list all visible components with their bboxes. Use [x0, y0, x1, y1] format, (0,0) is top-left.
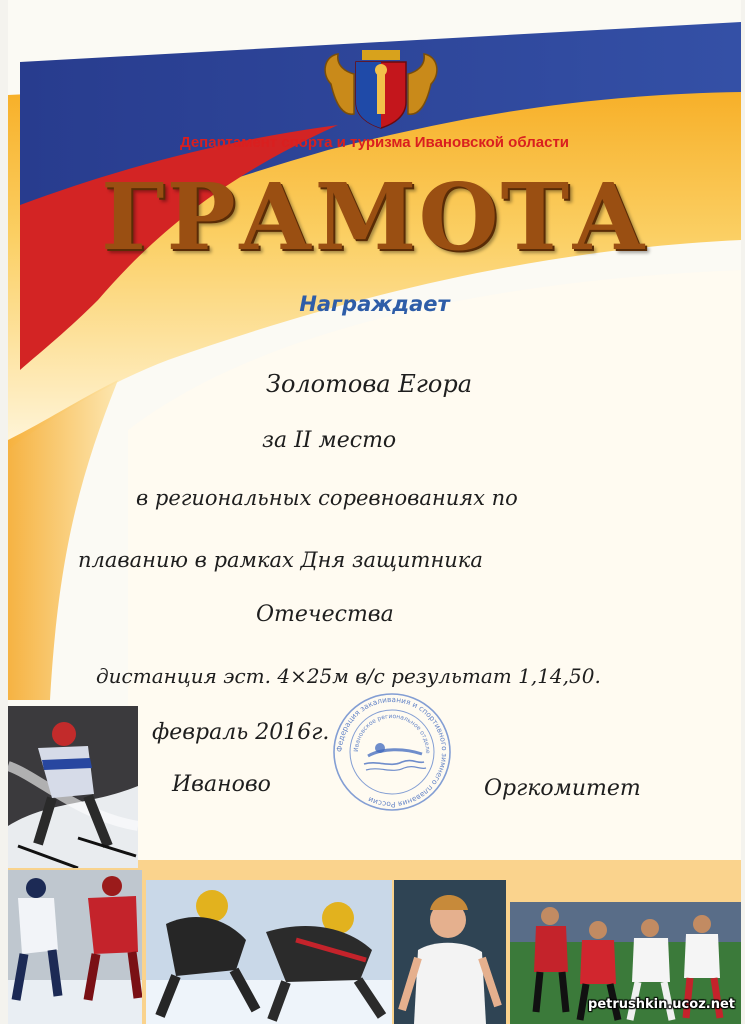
tennis-player-photo: [394, 880, 506, 1024]
result-line: дистанция эст. 4×25м в/с результат 1,14,50.: [96, 664, 601, 688]
reason-line-1: в региональных соревнованиях по: [136, 486, 518, 510]
stamp-outer-text: Федерация закаливания и спортивного зимнего плавания России: [334, 694, 450, 810]
stamp-inner-text: Ивановское региональное отделе: [352, 712, 432, 754]
department-name: Департамент спорта и туризма Ивановской области: [179, 134, 570, 151]
hockey-players-photo: [8, 870, 142, 1024]
recipient-name: Золотова Егора: [266, 370, 473, 398]
speed-skaters-photo: [146, 880, 392, 1024]
federation-stamp: [330, 690, 454, 814]
organizing-committee-signature: Оргкомитет: [484, 776, 641, 801]
certificate-sheet: [8, 0, 741, 1024]
award-city: Иваново: [172, 772, 271, 797]
skier-photo: [8, 706, 138, 868]
site-watermark: petrushkin.ucoz.net: [588, 997, 735, 1012]
awards-label: Награждает: [299, 292, 450, 316]
place-text: за II место: [262, 428, 397, 453]
coat-of-arms-emblem: [316, 44, 446, 132]
certificate-title: ГРАМОТА: [101, 163, 648, 271]
award-date: февраль 2016г.: [152, 720, 330, 745]
reason-line-2: плаванию в рамках Дня защитника: [78, 548, 483, 572]
reason-line-3: Отечества: [256, 602, 394, 627]
svg-text:Федерация закаливания и спорти: [335, 695, 449, 809]
